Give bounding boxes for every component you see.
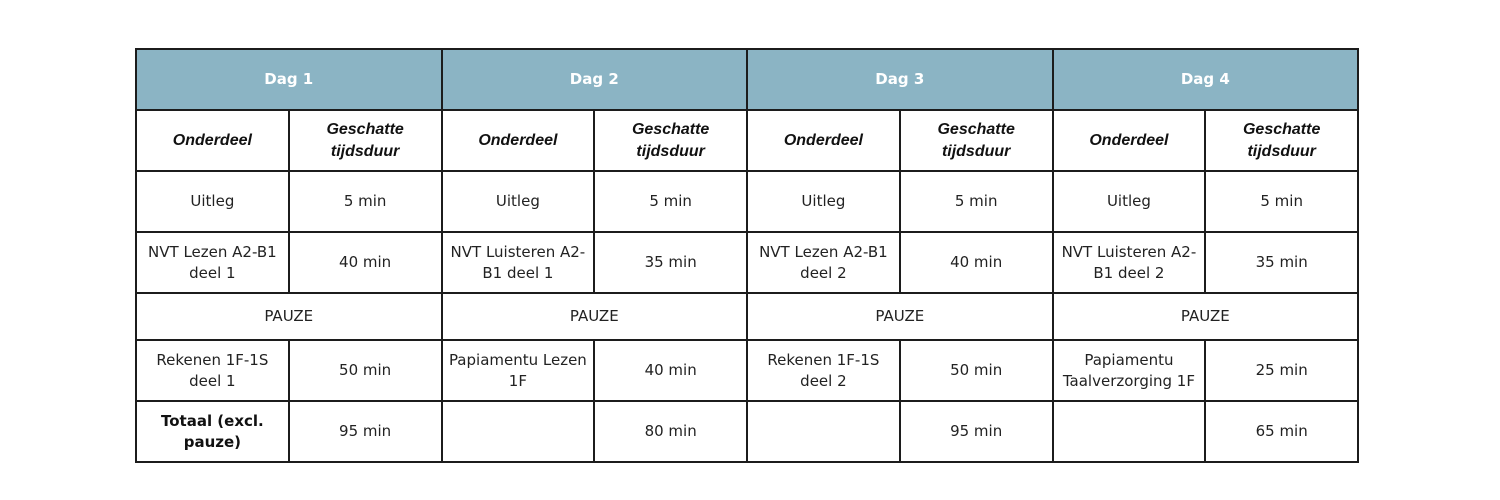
pause-cell: PAUZE	[1053, 293, 1359, 340]
total-duration-cell: 80 min	[594, 401, 747, 462]
duration-cell: 5 min	[1205, 171, 1358, 232]
duration-cell: 40 min	[594, 340, 747, 401]
part-cell: Rekenen 1F-1S deel 2	[747, 340, 900, 401]
duration-cell: 40 min	[289, 232, 442, 293]
total-duration-cell: 95 min	[900, 401, 1053, 462]
pause-cell: PAUZE	[442, 293, 748, 340]
col-header-part: Onderdeel	[136, 110, 289, 171]
day-header-3: Dag 3	[747, 49, 1053, 110]
pause-cell: PAUZE	[747, 293, 1053, 340]
part-cell: NVT Lezen A2-B1 deel 2	[747, 232, 900, 293]
exam1-row	[136, 232, 1358, 293]
part-cell: NVT Luisteren A2-B1 deel 2	[1053, 232, 1206, 293]
part-cell: Papiamentu Lezen 1F	[442, 340, 595, 401]
duration-cell: 25 min	[1205, 340, 1358, 401]
duration-cell: 35 min	[1205, 232, 1358, 293]
part-cell: NVT Lezen A2-B1 deel 1	[136, 232, 289, 293]
day-header-2: Dag 2	[442, 49, 748, 110]
col-header-duration: Geschatte tijdsduur	[900, 110, 1053, 171]
col-header-part: Onderdeel	[1053, 110, 1206, 171]
col-header-part: Onderdeel	[442, 110, 595, 171]
part-cell: NVT Luisteren A2-B1 deel 1	[442, 232, 595, 293]
total-label	[442, 401, 595, 462]
part-cell: Papiamentu Taalverzorging 1F	[1053, 340, 1206, 401]
intro-row	[136, 171, 1358, 232]
duration-cell: 40 min	[900, 232, 1053, 293]
duration-cell: 50 min	[289, 340, 442, 401]
part-cell: Rekenen 1F-1S deel 1	[136, 340, 289, 401]
day-header-row	[136, 49, 1358, 110]
part-cell: Uitleg	[136, 171, 289, 232]
total-duration-cell: 95 min	[289, 401, 442, 462]
col-header-duration: Geschatte tijdsduur	[1205, 110, 1358, 171]
pause-row	[136, 293, 1358, 340]
duration-cell: 35 min	[594, 232, 747, 293]
day-header-1: Dag 1	[136, 49, 442, 110]
col-header-duration: Geschatte tijdsduur	[594, 110, 747, 171]
col-header-part: Onderdeel	[747, 110, 900, 171]
col-header-duration: Geschatte tijdsduur	[289, 110, 442, 171]
total-label	[1053, 401, 1206, 462]
part-cell: Uitleg	[442, 171, 595, 232]
exam2-row	[136, 340, 1358, 401]
part-cell: Uitleg	[1053, 171, 1206, 232]
total-label: Totaal (excl. pauze)	[136, 401, 289, 462]
total-label	[747, 401, 900, 462]
total-row	[136, 401, 1358, 462]
duration-cell: 5 min	[289, 171, 442, 232]
duration-cell: 5 min	[594, 171, 747, 232]
day-header-4: Dag 4	[1053, 49, 1359, 110]
duration-cell: 5 min	[900, 171, 1053, 232]
schedule-table	[135, 48, 1359, 463]
duration-cell: 50 min	[900, 340, 1053, 401]
pause-cell: PAUZE	[136, 293, 442, 340]
column-header-row	[136, 110, 1358, 171]
total-duration-cell: 65 min	[1205, 401, 1358, 462]
part-cell: Uitleg	[747, 171, 900, 232]
